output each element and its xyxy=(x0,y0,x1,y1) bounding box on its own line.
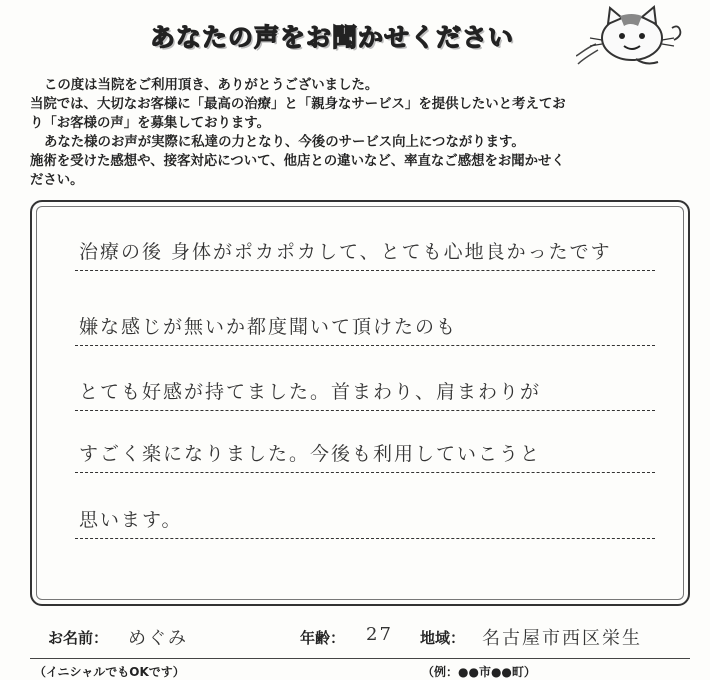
comment-line xyxy=(75,480,655,539)
intro-line: この度は当院をご利用頂き、ありがとうございました。 xyxy=(44,78,379,93)
area-label: 地域： xyxy=(420,629,466,647)
comment-line xyxy=(75,287,655,346)
comment-line xyxy=(75,212,655,271)
intro-text xyxy=(30,76,700,190)
comment-text: 治療の後 身体がポカポカして、とても心地良かったです xyxy=(79,241,612,263)
intro-line: 施術を受けた感想や、接客対応について、他店との違いなど、率直なご感想をお聞かせく xyxy=(30,154,565,169)
intro-line: あなた様のお声が実際に私達の力となり、今後のサービス向上につながります。 xyxy=(44,135,525,150)
area-note: （例：●●市●●町） xyxy=(422,665,536,679)
name-label: お名前： xyxy=(48,629,109,647)
comment-text: 思います。 xyxy=(79,509,183,531)
comment-text: とても好感が持てました。首まわり、肩まわりが xyxy=(79,381,542,403)
age-value: 27 xyxy=(366,624,393,645)
comment-text: すごく楽になりました。今後も利用していこうと xyxy=(79,443,542,465)
comment-text: 嫌な感じが無いか都度聞いて頂けたのも xyxy=(79,316,458,338)
area-value: 名古屋市西区栄生 xyxy=(482,628,642,649)
name-value: めぐみ xyxy=(128,628,188,649)
name-note: （イニシャルでもOKです） xyxy=(34,665,185,679)
page-title: あなたの声をお聞かせください xyxy=(150,23,515,52)
intro-line: り「お客様の声」を募集しております。 xyxy=(30,116,270,131)
intro-line: ださい。 xyxy=(30,173,84,188)
comment-line xyxy=(75,414,655,473)
comment-line xyxy=(75,352,655,411)
age-label: 年齢： xyxy=(300,629,346,647)
cat-mascot-icon xyxy=(576,4,686,68)
footer-divider xyxy=(30,658,690,659)
intro-line: 当院では、大切なお客様に「最高の治療」と「親身なサービス」を提供したいと考えてお xyxy=(30,97,566,112)
